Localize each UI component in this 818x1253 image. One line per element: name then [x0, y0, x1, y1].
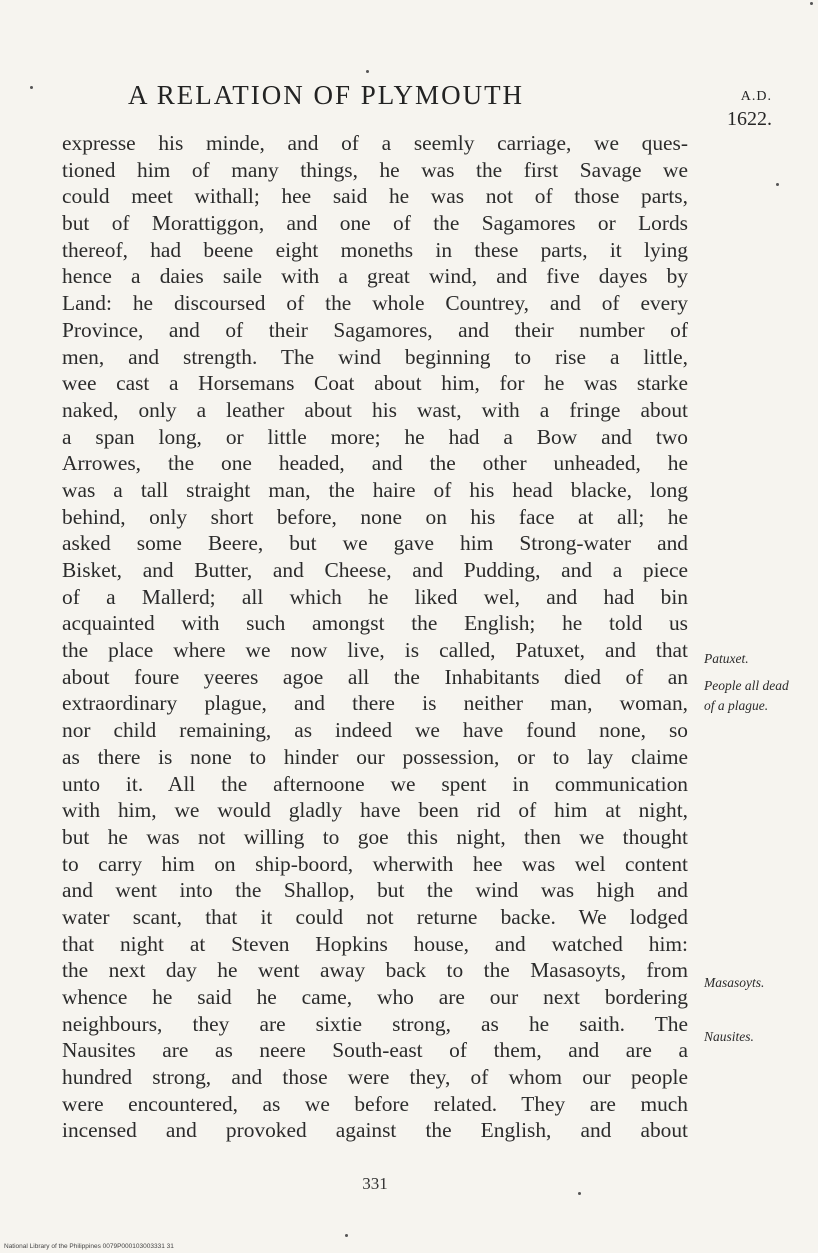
- text-line: of a Mallerd; all which he liked wel, and had bin: [62, 584, 688, 609]
- text-line: the place where we now live, is called, Patuxet, and that: [62, 638, 688, 663]
- text-line: wee cast a Horsemans Coat about him, for he was starke: [62, 371, 688, 396]
- text-line: was a tall straight man, the haire of his head blacke, long: [62, 477, 688, 502]
- text-line: a span long, or little more; he had a Bow and two: [62, 424, 688, 449]
- year-marginal: [692, 86, 772, 130]
- scan-speck: [776, 183, 779, 186]
- text-line: asked some Beere, but we gave him Strong-water and: [62, 531, 688, 556]
- text-line: expresse his minde, and of a seemly carriage, we ques-: [62, 131, 688, 155]
- text-line: nor child remaining, as indeed we have found none, so: [62, 718, 688, 743]
- scan-speck: [30, 86, 33, 89]
- scan-speck: [345, 1234, 348, 1237]
- text-line: could meet withall; hee said he was not of those parts,: [62, 184, 688, 209]
- text-line: hundred strong, and those were they, of whom our people: [62, 1065, 688, 1090]
- text-line: thereof, had beene eight moneths in these parts, it lying: [62, 237, 688, 262]
- scan-speck: [810, 2, 813, 5]
- year-value: 1622.: [727, 108, 772, 130]
- body-text: [62, 130, 688, 1144]
- text-line: Land: he discoursed of the whole Countrey, and of every: [62, 291, 688, 316]
- sidenote-patuxet: Patuxet.: [704, 651, 749, 666]
- text-line: neighbours, they are sixtie strong, as he saith. The: [62, 1011, 688, 1036]
- text-line: the next day he went away back to the Masasoyts, from: [62, 958, 688, 983]
- text-line: Bisket, and Butter, and Cheese, and Pudding, and a piece: [62, 558, 688, 582]
- text-line: naked, only a leather about his wast, with a fringe about: [62, 397, 688, 422]
- text-line: whence he said he came, who are our next bordering: [62, 985, 688, 1009]
- text-line: unto it. All the afternoone we spent in communication: [62, 771, 688, 796]
- sidenote-people-dead-line2: of a plague.: [704, 698, 769, 713]
- text-line: to carry him on ship-boord, wherwith hee was wel content: [62, 851, 688, 876]
- text-line: Province, and of their Sagamores, and their number of: [62, 317, 688, 342]
- sidenote-people-dead-line1: People all dead: [704, 678, 789, 693]
- text-line: Nausites are as neere South-east of them, and are a: [62, 1038, 688, 1063]
- text-line: Arrowes, the one headed, and the other unheaded, he: [62, 451, 688, 476]
- running-title: A RELATION OF PLYMOUTH: [128, 80, 525, 110]
- text-line: but he was not willing to goe this night, then we thought: [62, 824, 688, 849]
- page-number: 331: [362, 1174, 388, 1193]
- sidenote-masasoyts: Masasoyts.: [704, 975, 765, 990]
- text-line: about foure yeeres agoe all the Inhabitants died of an: [62, 664, 688, 689]
- text-line: water scant, that it could not returne backe. We lodged: [62, 904, 688, 929]
- library-watermark: National Library of the Philippines 0079P000103003331 31: [4, 1243, 174, 1250]
- text-line: men, and strength. The wind beginning to rise a little,: [62, 344, 688, 369]
- text-line: tioned him of many things, he was the first Savage we: [62, 157, 688, 182]
- text-line: incensed and provoked against the English, and about: [62, 1118, 688, 1143]
- text-line: with him, we would gladly have been rid of him at night,: [62, 798, 688, 823]
- year-label: A.D.: [740, 89, 772, 104]
- text-line: but of Morattiggon, and one of the Sagamores or Lords: [62, 211, 688, 236]
- scan-speck: [578, 1192, 581, 1195]
- text-line: were encountered, as we before related. They are much: [62, 1091, 688, 1116]
- text-line: acquainted with such amongst the English; he told us: [62, 611, 688, 636]
- text-line: behind, only short before, none on his face at all; he: [62, 504, 688, 529]
- text-line: as there is none to hinder our possession, or to lay claime: [62, 744, 688, 769]
- text-line: hence a daies saile with a great wind, and five dayes by: [62, 264, 688, 289]
- scan-speck: [366, 70, 369, 73]
- text-line: that night at Steven Hopkins house, and watched him:: [62, 931, 688, 956]
- text-line: and went into the Shallop, but the wind was high and: [62, 878, 688, 903]
- text-line: extraordinary plague, and there is neither man, woman,: [62, 691, 688, 716]
- sidenote-nausites: Nausites.: [704, 1029, 754, 1044]
